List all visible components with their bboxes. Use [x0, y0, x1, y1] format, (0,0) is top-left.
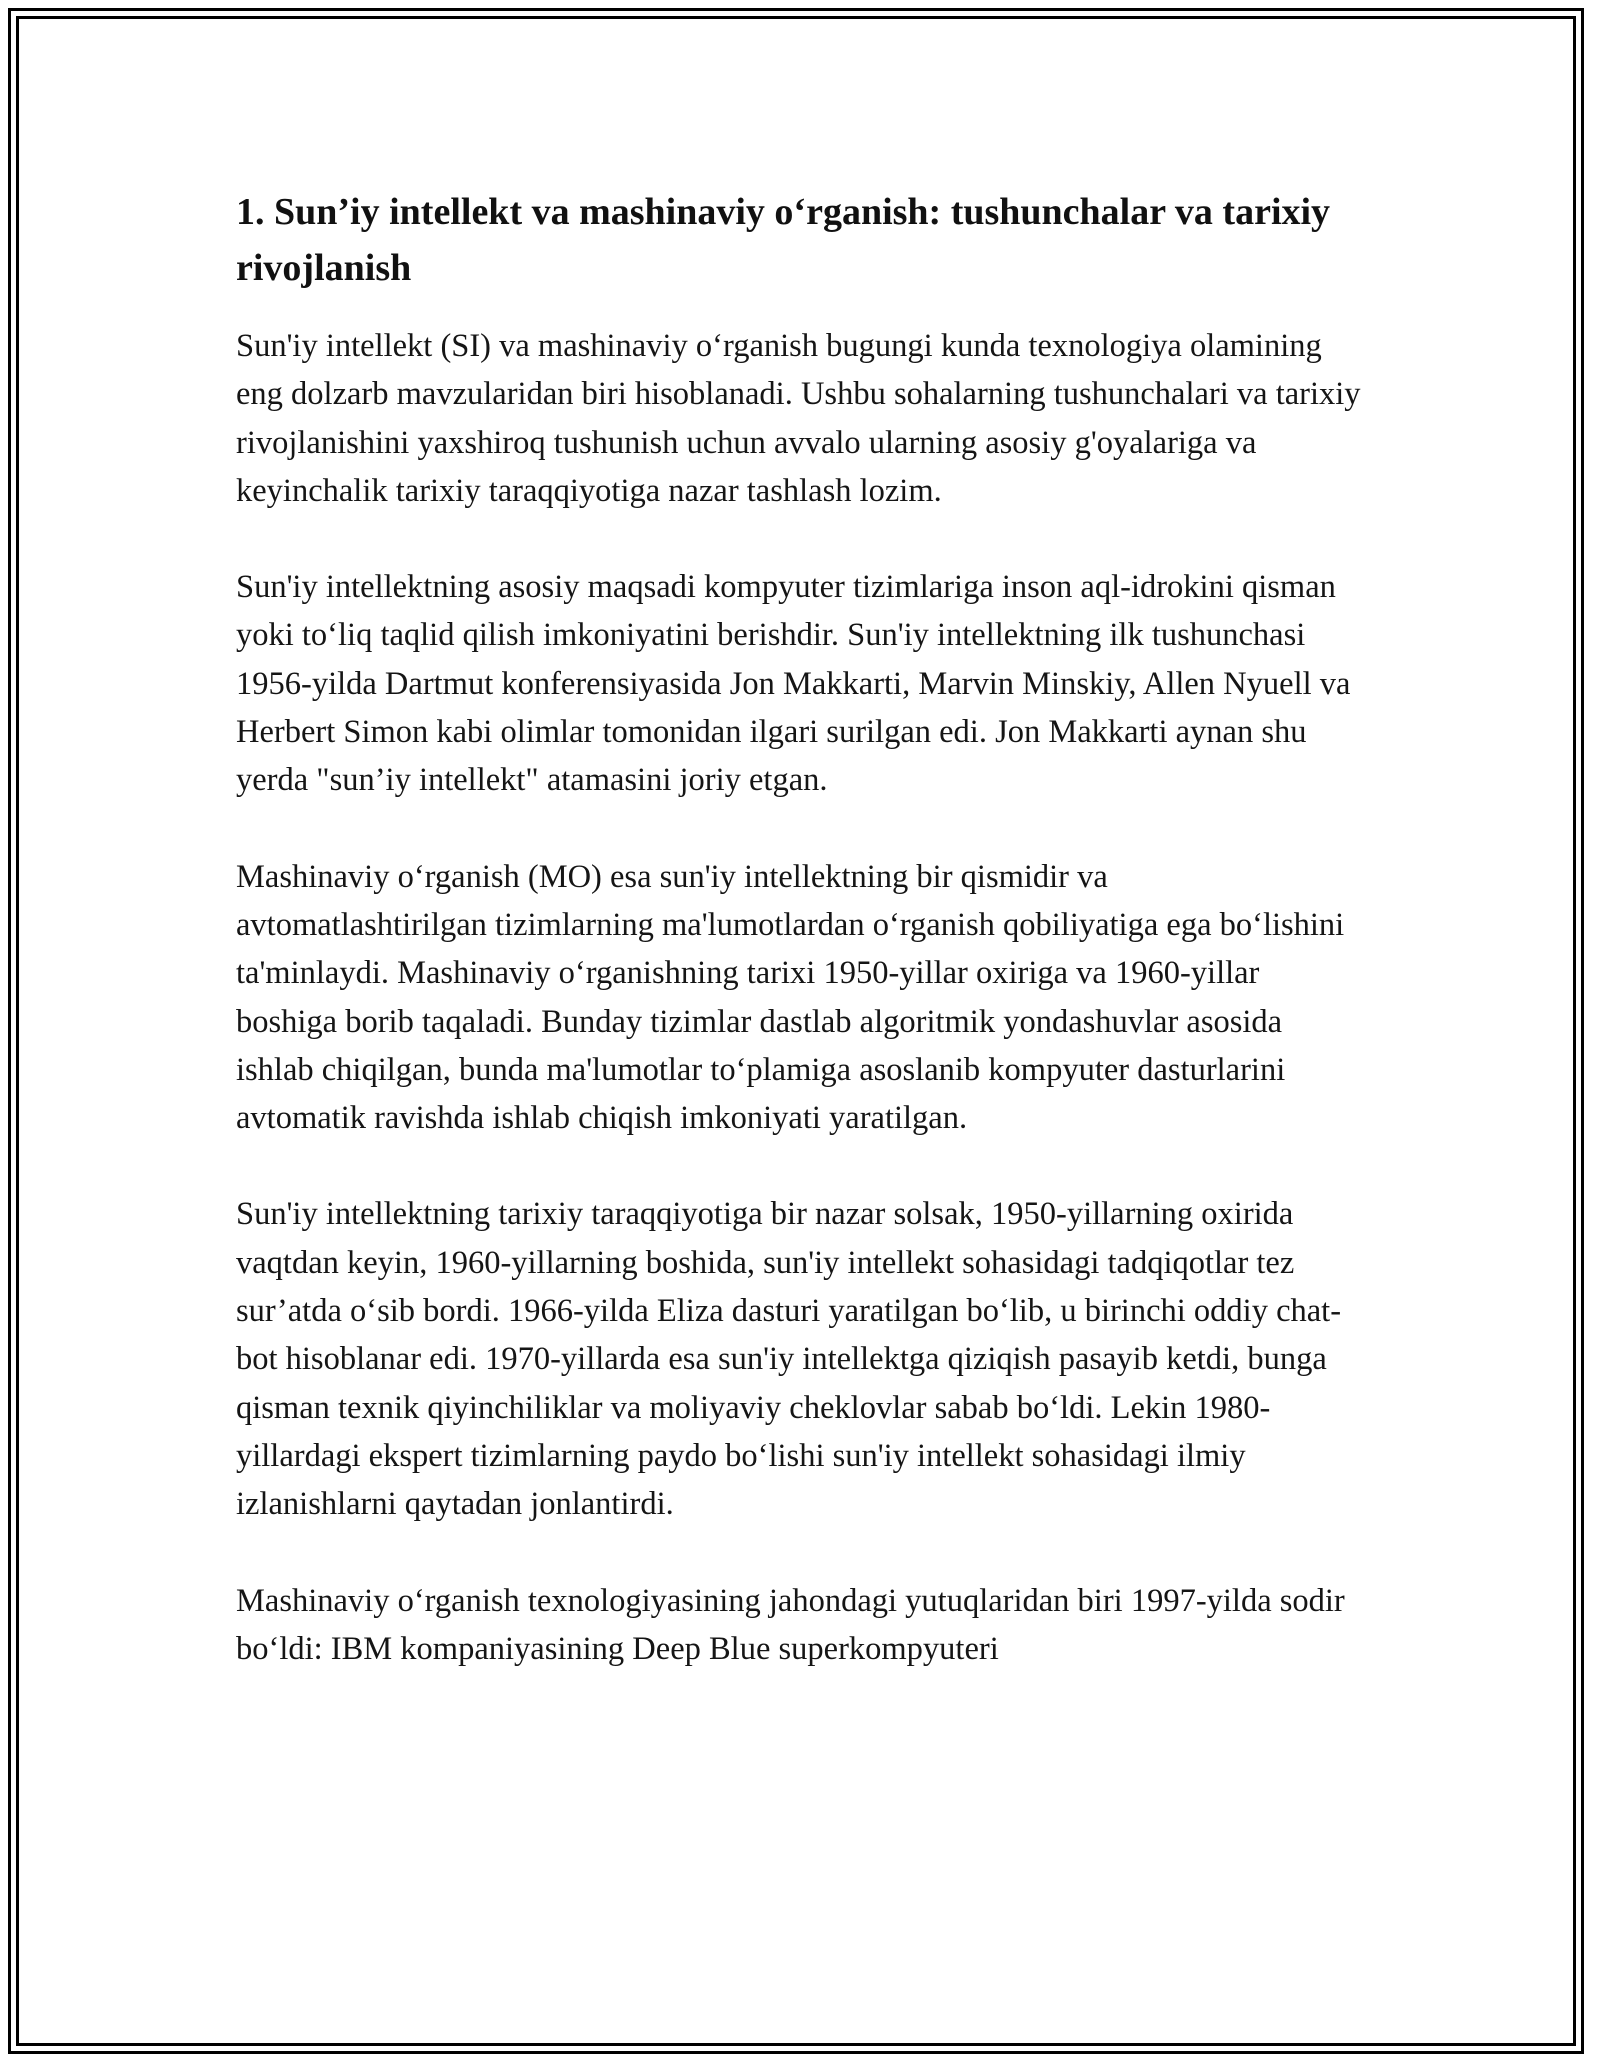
document-body	[236, 184, 1366, 1721]
paragraph-3: Mashinaviy o‘rganish (MO) esa sun'iy intellektning bir qismidir va avtomatlashtirilgan tizimlarning ma'lumotlardan o‘rganish qobiliyatiga ega bo‘lishini ta'minlaydi. Mashinaviy o‘rganishning tarixi 1950-yillar oxiriga va 1960-yillar boshiga borib taqaladi. Bunday tizimlar dastlab algoritmik yondashuvlar asosida ishlab chiqilgan, bunda ma'lumotlar to‘plamiga asoslanib kompyuter dasturlarini avtomatik ravishda ishlab chiqish imkoniyati yaratilgan.	[236, 858, 1345, 1137]
paragraph-5: Mashinaviy o‘rganish texnologiyasining jahondagi yutuqlaridan biri 1997-yilda sodir bo‘ldi: IBM kompaniyasining Deep Blue superkompyuteri	[236, 1582, 1345, 1667]
paragraph-4: Sun'iy intellektning tarixiy taraqqiyotiga bir nazar solsak, 1950-yillarning oxirida vaqtdan keyin, 1960-yillarning boshida, sun'iy intellekt sohasidagi tadqiqotlar tez sur’atda o‘sib bordi. 1966-yilda Eliza dasturi yaratilgan bo‘lib, u birinchi oddiy chat-bot hisoblanar edi. 1970-yillarda esa sun'iy intellektga qiziqish pasayib ketdi, bunga qisman texnik qiyinchiliklar va moliyaviy cheklovlar sabab bo‘ldi. Lekin 1980-yillardagi ekspert tizimlarning paydo bo‘lishi sun'iy intellekt sohasidagi ilmiy izlanishlarni qaytadan jonlantirdi.	[236, 1196, 1342, 1523]
paragraph-2: Sun'iy intellektning asosiy maqsadi kompyuter tizimlariga inson aql-idrokini qisman yoki to‘liq taqlid qilish imkoniyatini berishdir. Sun'iy intellektning ilk tushunchasi 1956-yilda Dartmut konferensiyasida Jon Makkarti, Marvin Minskiy, Allen Nyuell va Herbert Simon kabi olimlar tomonidan ilgari surilgan edi. Jon Makkarti aynan shu yerda "sun’iy intellekt" atamasini joriy etgan.	[236, 569, 1351, 799]
section-heading: 1. Sun’iy intellekt va mashinaviy o‘rganish: tushunchalar va tarixiy rivojlanish	[236, 191, 1331, 289]
paragraph-1: Sun'iy intellekt (SI) va mashinaviy o‘rganish bugungi kunda texnologiya olamining eng dolzarb mavzularidan biri hisoblanadi. Ushbu sohalarning tushunchalari va tarixiy rivojlanishini yaxshiroq tushunish uchun avvalo ularning asosiy g'oyalariga va keyinchalik tarixiy taraqqiyotiga nazar tashlash lozim.	[236, 328, 1361, 509]
